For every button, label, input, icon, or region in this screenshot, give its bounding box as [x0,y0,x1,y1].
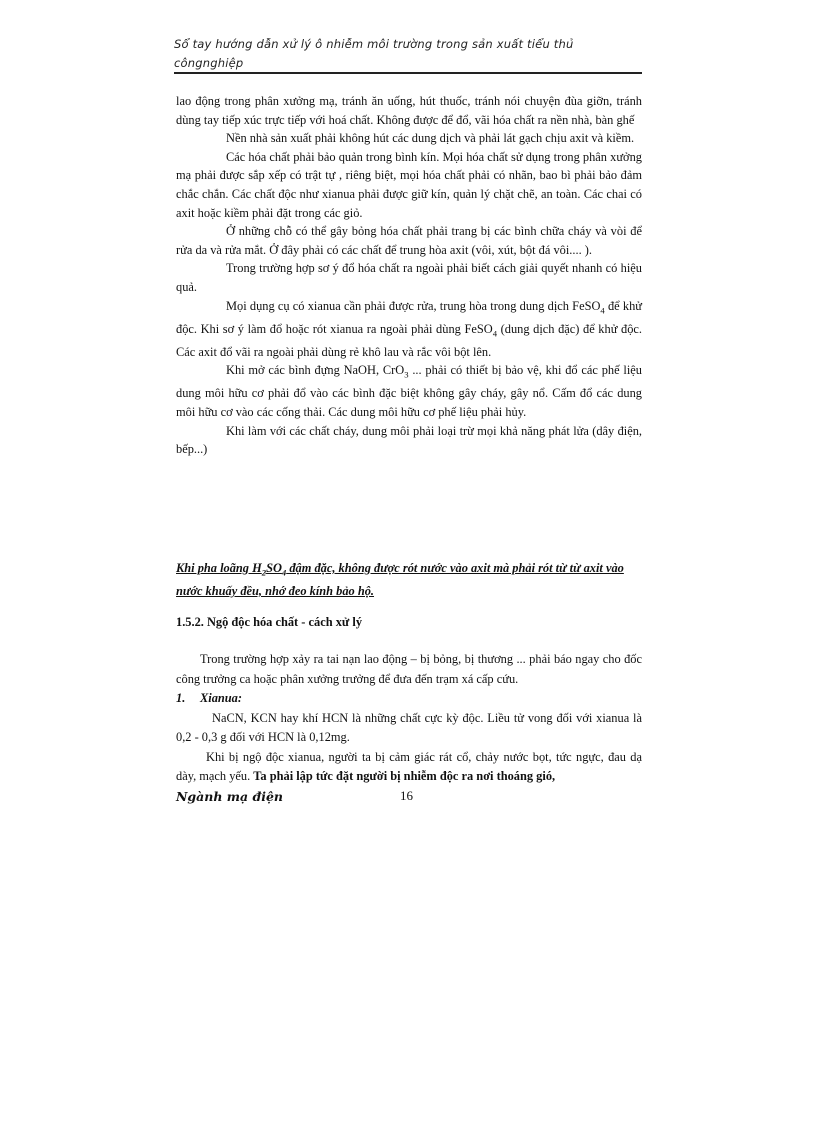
section-body [176,650,642,787]
text-run: Khi mở các bình đựng NaOH, CrO [226,363,405,378]
bold-text-run: Ta phải lập tức đặt người bị nhiễm độc ra nơi thoáng gió, [253,769,556,783]
text-run: SO [266,561,282,575]
footer-label: Ngành mạ điện [176,789,284,804]
subscript: 2 [261,567,267,578]
body-text [176,92,642,459]
paragraph: Các hóa chất phải bảo quản trong bình kín. Mọi hóa chất sử dụng trong phân xưởng mạ phải được sắp xếp có trật tự , riêng biệt, mọi hóa chất phải có nhãn, bao bì phải bảo đảm chắc chắn. Các chất độc như xianua phải được giữ kín, quản lý chặt chẽ, an toàn. Các chai có axit hoặc kiềm phải đặt trong các giỏ. [176,149,642,220]
subscript: 4 [600,305,605,315]
paragraph [176,297,642,362]
subscript: 3 [404,369,409,380]
list-item-heading [176,689,642,709]
text-run: Khi bị ngộ độc xianua, người ta bị cảm giác rát cổ, chảy nước bọt, tức ngực, đau dạ dày, mạch yếu. [176,749,642,783]
paragraph [176,748,642,787]
subscript: 4 [492,328,498,339]
paragraph: Ở những chỗ có thể gây bỏng hóa chất phải trang bị các bình chữa cháy và vòi để rửa da và rửa mắt. Ở đây phải có các chất để trung hòa axit (vôi, xút, bột đá vôi.... ). [176,224,642,257]
running-header [174,35,642,73]
header-rule [174,72,642,74]
text-run: ... phải có thiết bị bảo vệ, khi đổ các phế liệu dung môi hữu cơ phải đổ vào các bình đặc biệt không gây cháy, gây nổ. Cấm đổ các dung môi hữu cơ vào các cống thải. Các dung môi hữu cơ phế liệu phải hủy. [176,363,642,419]
section-heading: 1.5.2. Ngộ độc hóa chất - cách xử lý [176,615,363,629]
paragraph: NaCN, KCN hay khí HCN là những chất cực kỳ độc. Liều tử vong đối với xianua là 0,2 - 0,3 g đối với HCN là 0,12mg. [176,710,642,744]
header-title-line2: côngnghiệp [174,56,244,70]
text-run: Mọi dụng cụ có xianua cần phải được rửa, trung hòa trong dung dịch FeSO [226,298,601,313]
paragraph [176,361,642,421]
text-run: để khử độc. Khi sơ ý làm đổ hoặc rót xianua ra ngoài phải dùng FeSO [176,298,642,336]
paragraph: Khi làm với các chất cháy, dung môi phải loại trừ mọi khả năng phát lửa (dây điện, bếp...) [176,423,642,457]
safety-warning [176,559,642,601]
paragraph: Trong trường hợp xảy ra tai nạn lao động – bị bỏng, bị thương ... phải báo ngay cho đốc công trưởng ca hoặc phân xưởng trưởng để đưa đến trạm xá cấp cứu. [176,652,642,686]
list-number: 1. [176,691,186,705]
paragraph: lao động trong phân xưởng mạ, tránh ăn uống, hút thuốc, tránh nói chuyện đùa giỡn, tránh dùng tay tiếp xúc trực tiếp với hoá chất. Không được để đổ, vãi hóa chất ra nền nhà, bàn ghế [176,94,642,127]
subscript: 4 [281,567,287,578]
text-run: đậm đặc, không được rót nước vào axit mà phải rót từ từ axit vào nước khuấy đều, nhớ đeo kính bảo hộ. [176,561,624,599]
paragraph: Trong trường hợp sơ ý đổ hóa chất ra ngoài phải biết cách giải quyết nhanh có hiệu quả. [176,261,642,294]
header-title-line1: Sổ tay hướng dẫn xử lý ô nhiễm môi trường trong sản xuất tiểu thủ [174,37,574,51]
page-number: 16 [400,788,413,803]
text-run: (dung dịch đặc) để khử độc. Các axit đổ vãi ra ngoài phải dùng rẻ khô lau và rắc vôi bột lên. [176,321,643,359]
list-title: Xianua: [200,691,243,705]
text-run: Khi pha loãng H [176,561,262,575]
paragraph: Nền nhà sản xuất phải không hút các dung dịch và phải lát gạch chịu axit và kiềm. [226,131,635,146]
